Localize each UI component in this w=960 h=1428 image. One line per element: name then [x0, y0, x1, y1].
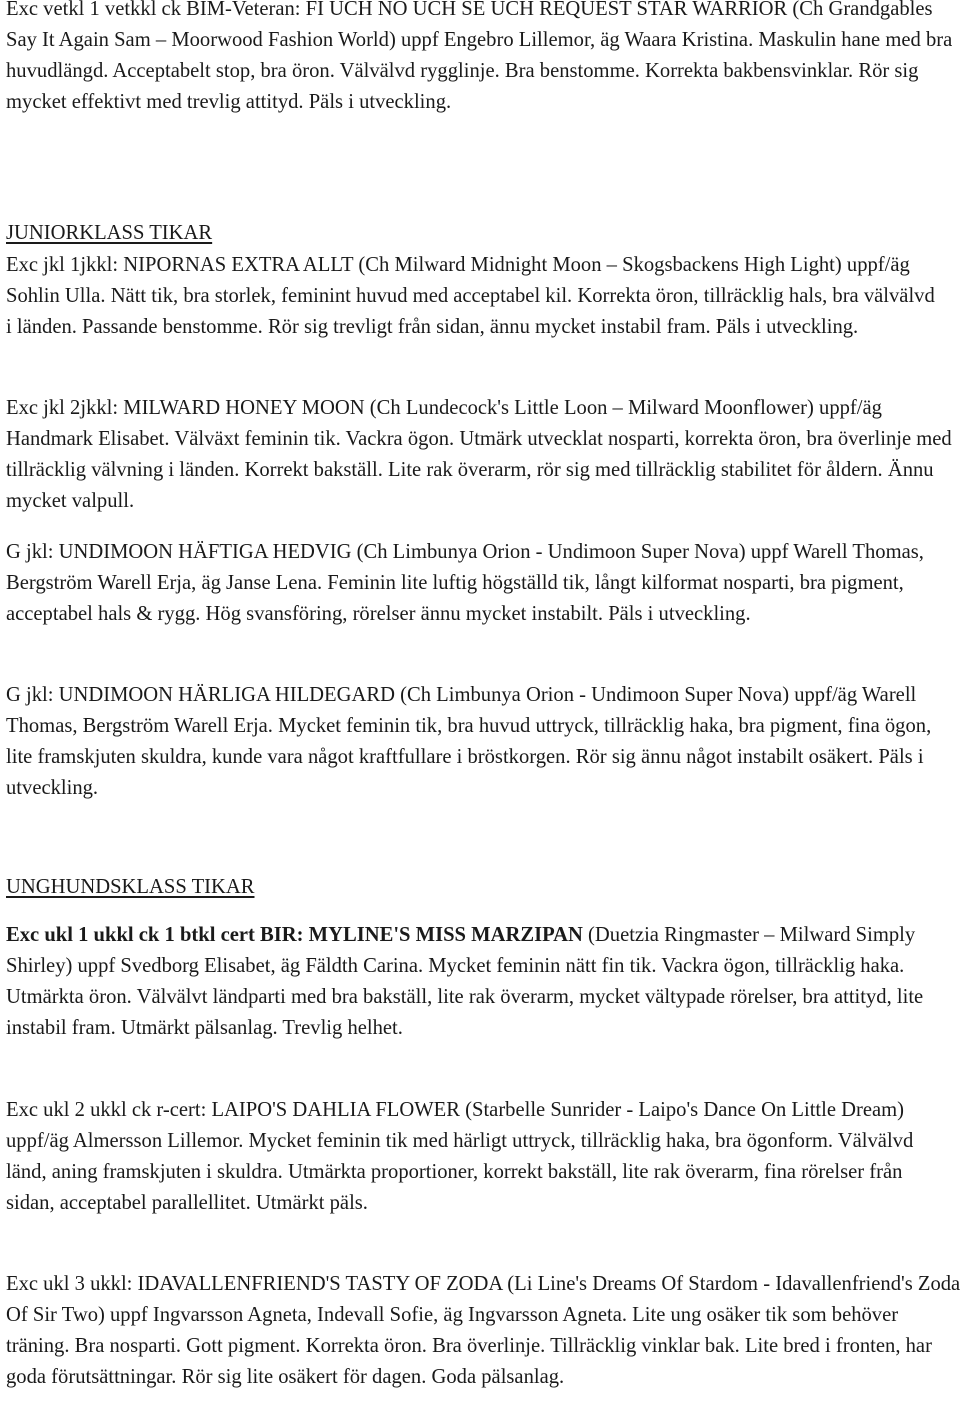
- junior-entry-1: Exc jkl 1jkkl: NIPORNAS EXTRA ALLT (Ch Milward Midnight Moon – Skogsbackens High Light) uppf/äg Sohlin Ulla. Nätt tik, bra storlek, feminint huvud med acceptabel kil. Korrekta öron, tillräcklig hals, bra välvälvd i länden. Passande benstomme. Rör sig trevligt från sidan, ännu mycket instabil fram. Päls i utveckling.: [6, 254, 935, 338]
- unghund-entry-1: [6, 920, 958, 1044]
- unghund-entry-3: Exc ukl 3 ukkl: IDAVALLENFRIEND'S TASTY OF ZODA (Li Line's Dreams Of Stardom - Idavallenfriend's Zoda Of Sir Two) uppf Ingvarsson Agneta, Indevall Sofie, äg Ingvarsson Agneta. Lite ung osäker tik som behöver träning. Bra nosparti. Gott pigment. Korrekta öron. Bra överlinje. Tillräcklig vinklar bak. Lite bred i fronten, har goda förutsättningar. Rör sig lite osäkert för dagen. Goda pälsanlag.: [6, 1273, 960, 1388]
- unghund-entry-1-title: Exc ukl 1 ukkl ck 1 btkl cert BIR: MYLINE'S MISS MARZIPAN: [6, 924, 583, 946]
- section-heading-unghundsklass: UNGHUNDSKLASS TIKAR: [6, 876, 255, 898]
- unghund-entry-1-text: (Duetzia Ringmaster – Milward Simply Shirley) uppf Svedborg Elisabet, äg Fäldth Carina. Mycket feminin nätt fin tik. Vackra ögon, tillräcklig haka. Utmärkta öron. Välvälvt ländparti med bra bakställ, lite rak överarm, mycket vältypade rörelser, bra attityd, lite instabil fram. Utmärkt pälsanlag. Trevlig helhet.: [6, 924, 924, 1039]
- junior-entry-3: G jkl: UNDIMOON HÄFTIGA HEDVIG (Ch Limbunya Orion - Undimoon Super Nova) uppf Warell Thomas, Bergström Warell Erja, äg Janse Lena. Feminin lite luftig högställd tik, långt kilformat nosparti, bra pigment, acceptabel hals & rygg. Hög svansföring, rörelser ännu mycket instabilt. Päls i utveckling.: [6, 541, 924, 625]
- junior-entry-4: G jkl: UNDIMOON HÄRLIGA HILDEGARD (Ch Limbunya Orion - Undimoon Super Nova) uppf/äg Warell Thomas, Bergström Warell Erja. Mycket feminin tik, bra huvud uttryck, tillräcklig haka, bra pigment, fina ögon, lite framskjuten skuldra, kunde vara något kraftfullare i bröstkorgen. Rör sig ännu något instabilt osäkert. Päls i utveckling.: [6, 684, 932, 799]
- intro-paragraph: Exc vetkl 1 vetkkl ck BIM-Veteran: FI UCH NO UCH SE UCH REQUEST STAR WARRIOR (Ch Grandgables Say It Again Sam – Moorwood Fashion World) uppf Engebro Lillemor, äg Waara Kristina. Maskulin hane med bra huvudlängd. Acceptabelt stop, bra öron. Välvälvd rygglinje. Bra benstomme. Korrekta bakbensvinklar. Rör sig mycket effektivt med trevlig attityd. Päls i utveckling.: [6, 0, 953, 113]
- section-heading-juniorklass: JUNIORKLASS TIKAR: [6, 222, 213, 244]
- unghund-entry-2: Exc ukl 2 ukkl ck r-cert: LAIPO'S DAHLIA FLOWER (Starbelle Sunrider - Laipo's Dance On Little Dream) uppf/äg Almersson Lillemor. Mycket feminin tik med härligt uttryck, tillräcklig haka, bra ögonform. Välvälvd länd, aning framskjuten i skuldra. Utmärkta proportioner, korrekt bakställ, lite rak överarm, fina rörelser från sidan, acceptabel parallellitet. Utmärkt päls.: [6, 1099, 914, 1214]
- junior-entry-2: Exc jkl 2jkkl: MILWARD HONEY MOON (Ch Lundecock's Little Loon – Milward Moonflower) uppf/äg Handmark Elisabet. Välväxt feminin tik. Vackra ögon. Utmärk utvecklat nosparti, korrekta öron, bra överlinje med tillräcklig välvning i länden. Korrekt bakställ. Lite rak överarm, rör sig med tillräcklig stabilitet för åldern. Ännu mycket valpull.: [6, 397, 952, 512]
